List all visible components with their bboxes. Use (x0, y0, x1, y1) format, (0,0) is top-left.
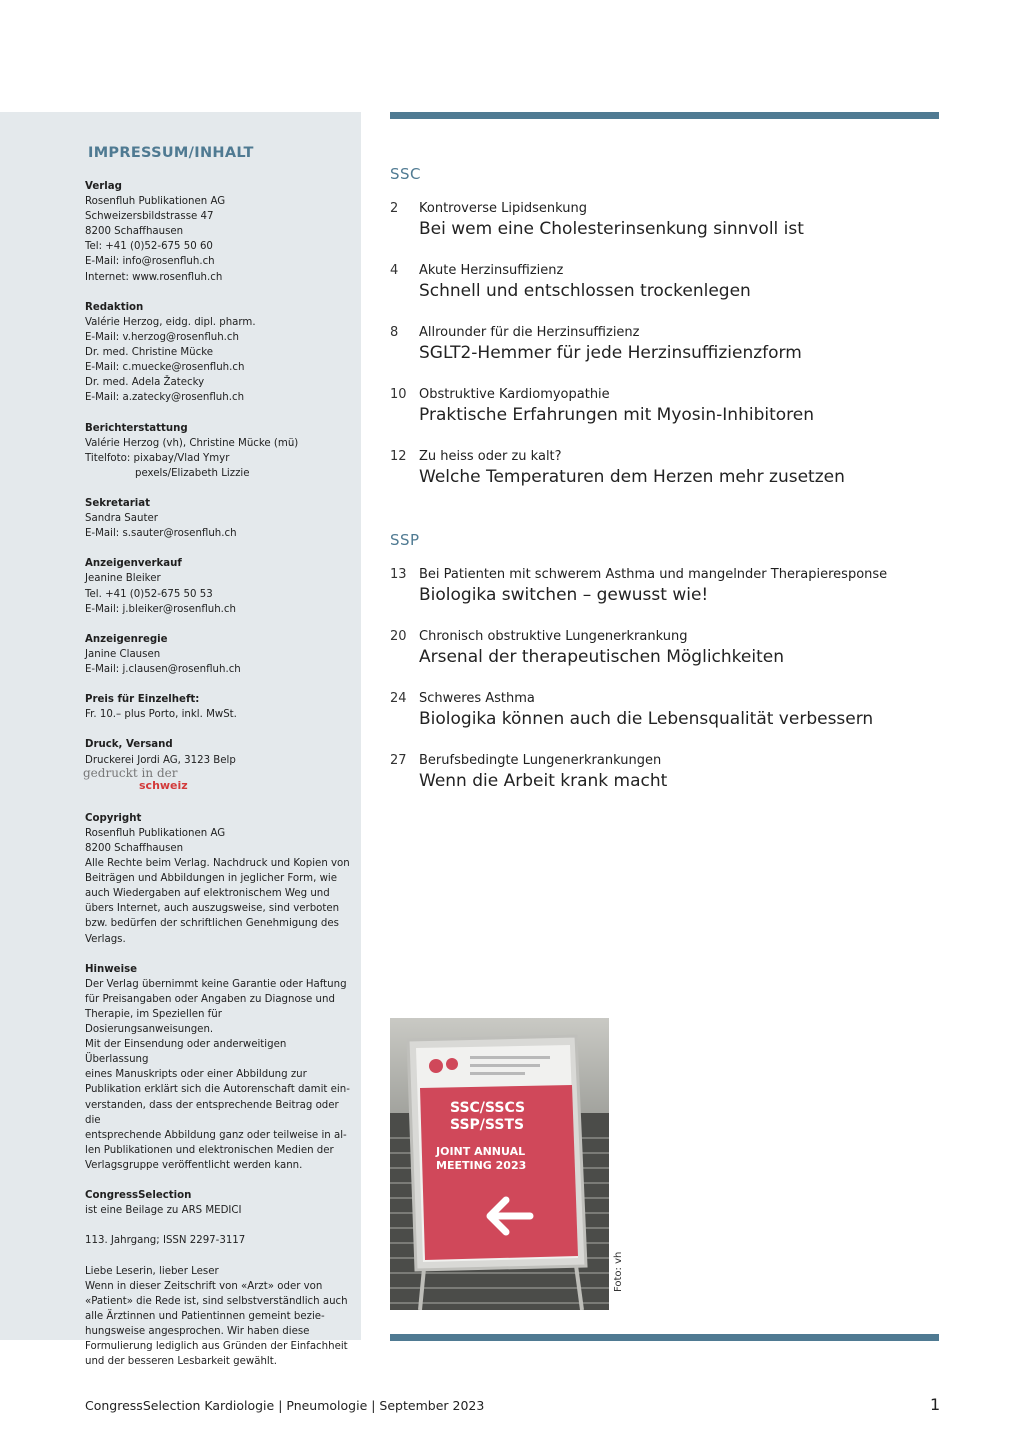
copyright-line: Beiträgen und Abbildungen in jeglicher Form, wie (85, 873, 338, 885)
hinweise-line: len Publikationen und elektronischen Medien der (85, 1144, 334, 1156)
logo-text: gedruckt in der (83, 765, 178, 780)
copyright-line: Verlags. (85, 933, 126, 945)
berichterstattung-line: Titelfoto: pixabay/Vlad Ymyr (85, 452, 230, 464)
toc-headline: Arsenal der therapeutischen Möglichkeiten (419, 647, 784, 667)
toc-item[interactable] (390, 691, 939, 739)
verlag-line: 8200 Schaffhausen (85, 226, 184, 238)
toc-item[interactable] (390, 387, 939, 435)
toc-page-number: 27 (390, 753, 407, 768)
leser-line: Liebe Leserin, lieber Leser (85, 1265, 219, 1277)
verlag-line: Rosenfluh Publikationen AG (85, 196, 226, 208)
anzeigenverkauf-line: Jeanine Bleiker (85, 573, 161, 585)
congress-line: ist eine Beilage zu ARS MEDICI (85, 1205, 242, 1217)
toc-kicker: Berufsbedingte Lungenerkrankungen (419, 753, 662, 768)
logo-text: schweiz (139, 778, 188, 792)
toc-page-number: 13 (390, 567, 407, 582)
copyright-line: auch Wiedergaben auf elektronischem Weg und (85, 888, 330, 900)
section-label-ssc: SSC (390, 165, 422, 183)
hinweise-heading: Hinweise (85, 963, 138, 975)
toc-item[interactable] (390, 567, 939, 615)
sekretariat-line: E-Mail: s.sauter@rosenfluh.ch (85, 528, 237, 540)
hinweise-line: Therapie, im Speziellen für Dosierungsanweisungen. (85, 1008, 222, 1036)
toc-item[interactable] (390, 753, 939, 801)
toc-kicker: Bei Patienten mit schwerem Asthma und mangelnder Therapieresponse (419, 567, 888, 582)
toc-item[interactable] (390, 629, 939, 677)
sekretariat-line: Sandra Sauter (85, 513, 158, 525)
toc-kicker: Obstruktive Kardiomyopathie (419, 387, 610, 402)
hinweise-line: Verlagsgruppe veröffentlicht werden kann. (85, 1159, 303, 1171)
sign-text: SSC/SSCS (450, 1100, 526, 1116)
toc-item[interactable] (390, 263, 939, 311)
toc-page-number: 8 (390, 325, 399, 340)
impressum-content (85, 179, 351, 1384)
preis-section (85, 692, 351, 722)
toc-page-number: 10 (390, 387, 407, 402)
hinweise-section (85, 962, 351, 1173)
toc-headline: Biologika switchen – gewusst wie! (419, 585, 709, 605)
bottom-rule (390, 1334, 939, 1341)
redaktion-line: Valérie Herzog, eidg. dipl. pharm. (85, 316, 256, 328)
leser-line: alle Ärztinnen und Patientinnen gemeint bezie- (85, 1310, 325, 1322)
hinweise-line: Der Verlag übernimmt keine Garantie oder Haftung (85, 978, 347, 990)
toc-kicker: Kontroverse Lipidsenkung (419, 201, 587, 216)
anzeigenregie-heading: Anzeigenregie (85, 633, 168, 645)
redaktion-line: E-Mail: c.muecke@rosenfluh.ch (85, 362, 245, 374)
toc-kicker: Zu heiss oder zu kalt? (419, 449, 562, 464)
verlag-line: E-Mail: info@rosenfluh.ch (85, 256, 215, 268)
jahrgang-line: 113. Jahrgang; ISSN 2297-3117 (85, 1235, 246, 1247)
copyright-section (85, 811, 351, 947)
leser-line: Wenn in dieser Zeitschrift von «Arzt» oder von (85, 1280, 323, 1292)
sign-text: SSP/SSTS (450, 1117, 525, 1133)
toc-page-number: 2 (390, 201, 399, 216)
verlag-line: Tel: +41 (0)52-675 50 60 (85, 241, 213, 253)
druck-section (85, 737, 351, 795)
page-number: 1 (930, 1395, 941, 1414)
footer-publication: CongressSelection Kardiologie | Pneumologie | September 2023 (85, 1398, 485, 1413)
hinweise-line: verstanden, dass der entsprechende Beitrag oder die (85, 1099, 339, 1126)
anzeigenverkauf-line: Tel. +41 (0)52-675 50 53 (85, 588, 213, 600)
verlag-heading: Verlag (85, 181, 122, 192)
leser-line: Formulierung lediglich aus Gründen der Einfachheit (85, 1341, 348, 1353)
congress-sign-photo (390, 1018, 609, 1310)
toc-kicker: Allrounder für die Herzinsuffizienz (419, 325, 640, 340)
congress-section (85, 1188, 351, 1218)
toc-page-number: 24 (390, 691, 407, 706)
hinweise-line: eines Manuskripts oder einer Abbildung zur (85, 1069, 307, 1081)
anzeigenverkauf-line: E-Mail: j.bleiker@rosenfluh.ch (85, 603, 236, 615)
anzeigenregie-section (85, 632, 351, 677)
verlag-line: Internet: www.rosenfluh.ch (85, 271, 223, 283)
sekretariat-section (85, 496, 351, 541)
berichterstattung-line: Valérie Herzog (vh), Christine Mücke (mü) (85, 437, 299, 449)
berichterstattung-section (85, 421, 351, 481)
hinweise-line: Mit der Einsendung oder anderweitigen Überlassung (85, 1039, 287, 1066)
gedruckt-in-der-schweiz-logo (83, 765, 351, 796)
verlag-section (85, 179, 351, 285)
copyright-line: Rosenfluh Publikationen AG (85, 827, 226, 839)
hinweise-line: Publikation erklärt sich die Autorenschaft damit ein- (85, 1084, 350, 1096)
toc-headline: Bei wem eine Cholesterinsenkung sinnvoll ist (419, 219, 804, 239)
redaktion-section (85, 300, 351, 406)
top-rule (390, 112, 939, 119)
redaktion-line: E-Mail: a.zatecky@rosenfluh.ch (85, 392, 245, 404)
redaktion-line: Dr. med. Adela Žatecky (85, 377, 205, 389)
toc-kicker: Akute Herzinsuffizienz (419, 263, 564, 278)
toc-headline: Biologika können auch die Lebensqualität verbessern (419, 709, 874, 729)
redaktion-line: Dr. med. Christine Mücke (85, 347, 214, 359)
section-label-ssp: SSP (390, 531, 420, 549)
druck-heading: Druck, Versand (85, 739, 173, 751)
toc-page-number: 4 (390, 263, 399, 278)
sign-text: JOINT ANNUAL (436, 1145, 526, 1158)
sign-text: MEETING 2023 (436, 1159, 527, 1172)
preis-line: Fr. 10.– plus Porto, inkl. MwSt. (85, 709, 237, 721)
copyright-heading: Copyright (85, 812, 142, 824)
copyright-line: übers Internet, auch auszugsweise, sind verboten (85, 903, 340, 915)
druck-line: Druckerei Jordi AG, 3123 Belp (85, 754, 236, 766)
anzeigenverkauf-heading: Anzeigenverkauf (85, 558, 182, 570)
anzeigenverkauf-section (85, 556, 351, 616)
toc-page-number: 12 (390, 449, 407, 464)
toc-headline: Welche Temperaturen dem Herzen mehr zusetzen (419, 467, 845, 487)
toc-headline: Wenn die Arbeit krank macht (419, 771, 668, 791)
leser-section (85, 1264, 351, 1370)
leser-line: hungsweise angesprochen. Wir haben diese (85, 1325, 310, 1337)
toc-item[interactable] (390, 449, 939, 497)
hinweise-line: für Preisangaben oder Angaben zu Diagnose und (85, 993, 335, 1005)
berichterstattung-heading: Berichterstattung (85, 422, 188, 434)
toc-item[interactable] (390, 325, 939, 373)
verlag-line: Schweizersbildstrasse 47 (85, 211, 214, 223)
leser-line: «Patient» die Rede ist, sind selbstverständlich auch (85, 1295, 348, 1307)
hinweise-line: entsprechende Abbildung ganz oder teilweise in al- (85, 1129, 347, 1141)
redaktion-line: E-Mail: v.herzog@rosenfluh.ch (85, 331, 239, 343)
anzeigenregie-line: E-Mail: j.clausen@rosenfluh.ch (85, 664, 241, 675)
berichterstattung-line: pexels/Elizabeth Lizzie (135, 467, 250, 479)
leser-line: und der besseren Lesbarkeit gewählt. (85, 1356, 277, 1368)
copyright-line: 8200 Schaffhausen (85, 842, 184, 854)
impressum-title: IMPRESSUM/INHALT (88, 145, 254, 161)
toc-item[interactable] (390, 201, 939, 249)
copyright-line: bzw. bedürfen der schriftlichen Genehmigung des (85, 918, 339, 930)
photo-credit: Foto: vh (613, 1251, 624, 1292)
toc-kicker: Schweres Asthma (419, 691, 535, 706)
sekretariat-heading: Sekretariat (85, 497, 150, 509)
copyright-line: Alle Rechte beim Verlag. Nachdruck und Kopien von (85, 858, 350, 870)
toc-kicker: Chronisch obstruktive Lungenerkrankung (419, 629, 688, 644)
toc-headline: Praktische Erfahrungen mit Myosin-Inhibitoren (419, 405, 814, 425)
toc-headline: Schnell und entschlossen trockenlegen (419, 281, 751, 301)
preis-heading: Preis für Einzelheft: (85, 694, 200, 706)
toc-headline: SGLT2-Hemmer für jede Herzinsuffizienzform (419, 343, 802, 363)
anzeigenregie-line: Janine Clausen (85, 648, 161, 660)
redaktion-heading: Redaktion (85, 301, 144, 313)
toc-page-number: 20 (390, 629, 407, 644)
congress-heading: CongressSelection (85, 1190, 192, 1202)
